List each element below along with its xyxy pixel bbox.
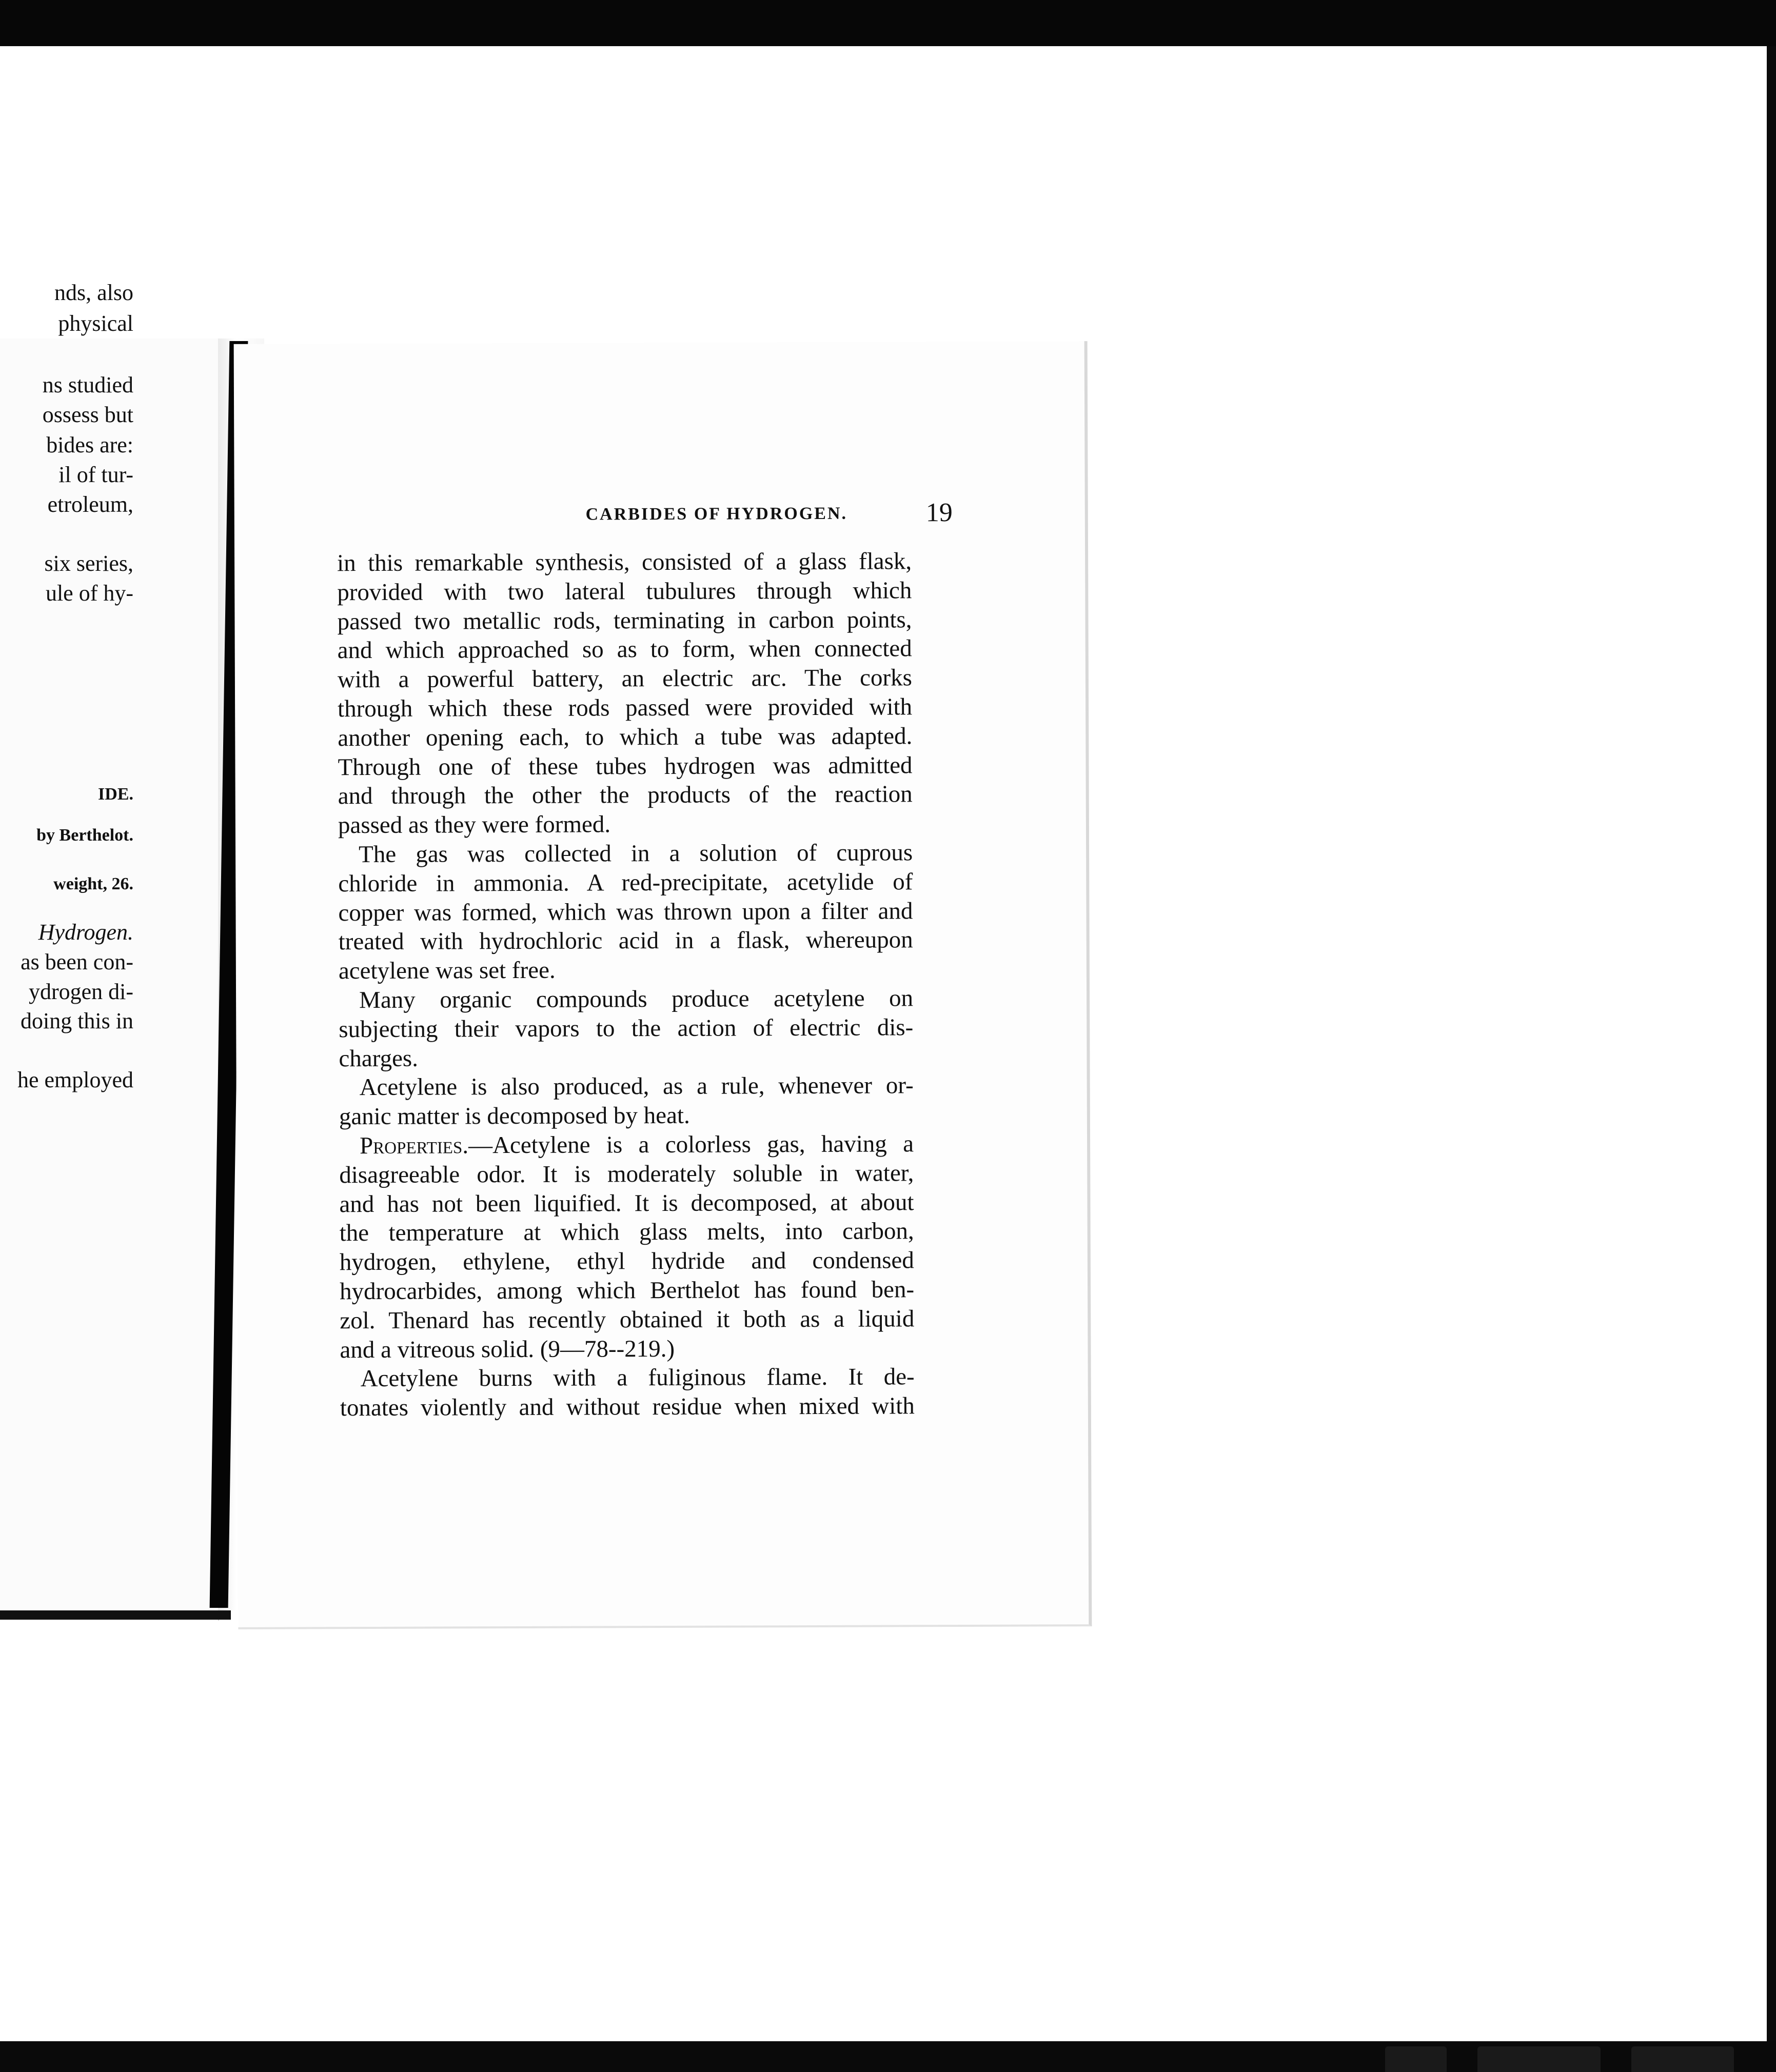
text-line [340, 1275, 914, 1306]
text-line [340, 1304, 914, 1336]
text-line [339, 1100, 914, 1131]
text-line-content: in this remarkable synthesis, consisted of a glass flask, [337, 548, 912, 577]
running-head: CARBIDES OF HYDROGEN. [585, 504, 848, 524]
facing-text-line: il of tur- [58, 462, 133, 487]
facing-text-line: ossess but [42, 402, 133, 427]
text-line-content: zol. Thenard has recently obtained it both as a liquid [340, 1305, 915, 1334]
facing-text-line: IDE. [98, 785, 133, 804]
facing-page-left [0, 280, 219, 1621]
text-line [339, 1042, 913, 1073]
text-line [340, 1217, 914, 1248]
text-line [338, 751, 912, 782]
page-number: 19 [925, 498, 953, 528]
text-line-content: with a powerful battery, an electric arc. The corks [337, 664, 913, 693]
scan-frame-top [0, 0, 1776, 46]
text-line-content: and which approached so as to form, when connected [337, 635, 912, 664]
text-line [340, 1246, 914, 1277]
text-line [339, 926, 913, 957]
text-line-content: —Acetylene is a colorless gas, having a [468, 1130, 914, 1159]
film-edge-mark [1477, 2046, 1601, 2072]
text-line [338, 896, 913, 928]
text-line-content: the temperature at which glass melts, into carbon, [339, 1218, 914, 1247]
text-line-content: another opening each, to which a tube was adapted. [338, 723, 913, 751]
text-line [339, 1188, 914, 1219]
scan-frame-right [1767, 46, 1776, 2072]
text-line [339, 984, 913, 1015]
text-line-content: subjecting their vapors to the action of electric dis- [339, 1014, 914, 1043]
text-line-content: The gas was collected in a solution of cuprous [359, 839, 913, 868]
text-line-content: Many organic compounds produce acetylene on [359, 985, 914, 1014]
section-lead: Properties. [359, 1132, 469, 1160]
text-line [339, 954, 913, 986]
facing-text-line: doing this in [20, 1008, 133, 1033]
text-line [337, 547, 912, 578]
body-text [337, 547, 915, 1423]
text-line [338, 634, 912, 666]
text-line-content: through which these rods passed were provided with [338, 693, 913, 723]
text-line-content: Acetylene is also produced, as a rule, whenever or- [359, 1072, 914, 1101]
text-line-content: Through one of these tubes hydrogen was admitted [338, 751, 913, 781]
text-line [339, 1159, 914, 1190]
text-line [340, 1391, 915, 1423]
page-shadow [0, 1610, 231, 1620]
text-line-content: charges. [339, 1045, 419, 1072]
facing-text-line: physical [58, 311, 133, 336]
text-line-content: copper was formed, which was thrown upon a filter and [338, 897, 913, 926]
text-line [338, 780, 913, 811]
facing-page-text [0, 280, 218, 1621]
text-line [337, 576, 912, 607]
text-line [340, 1363, 915, 1394]
facing-text-line: six series, [44, 551, 133, 576]
film-edge-mark [1631, 2046, 1734, 2072]
facing-text-line: bides are: [46, 432, 133, 457]
text-line-content: ganic matter is decomposed by heat. [339, 1102, 690, 1130]
book-page [234, 341, 1092, 1629]
text-line [338, 867, 913, 899]
facing-text-line: as been con- [21, 949, 133, 974]
text-line [338, 722, 912, 753]
text-line-content: Acetylene burns with a fuliginous flame. It de- [360, 1363, 915, 1392]
text-line-content: provided with two lateral tubulures through which [337, 577, 912, 606]
text-line-content: chloride in ammonia. A red-precipitate, acetylide of [338, 868, 913, 897]
facing-text-line: Hydrogen. [38, 920, 133, 945]
text-line [338, 663, 912, 694]
text-line-content: hydrocarbides, among which Berthelot has found ben- [339, 1276, 915, 1305]
facing-text-line: ydrogen di- [28, 979, 133, 1004]
facing-text-line: he employed [17, 1067, 133, 1092]
text-line [339, 1013, 913, 1044]
facing-text-line: ule of hy- [45, 581, 133, 606]
film-edge-mark [1385, 2046, 1447, 2072]
facing-text-line: weight, 26. [53, 874, 133, 893]
text-line-content: and a vitreous solid. (9—78--219.) [340, 1335, 675, 1363]
text-line [340, 1333, 914, 1365]
facing-text-line: nds, also [54, 280, 133, 305]
text-line-content: hydrogen, ethylene, ethyl hydride and condensed [339, 1247, 914, 1276]
text-line-content: tonates violently and without residue when mixed with [340, 1392, 915, 1422]
text-line [338, 809, 913, 840]
text-line-content: disagreeable odor. It is moderately soluble in water, [339, 1160, 914, 1188]
text-line [337, 605, 912, 636]
text-line-content: acetylene was set free. [338, 957, 556, 985]
facing-text-line: etroleum, [47, 492, 133, 517]
text-line-content: passed two metallic rods, terminating in carbon points, [337, 606, 912, 635]
text-line-content: treated with hydrochloric acid in a flask, whereupon [338, 926, 913, 955]
text-line [339, 1071, 914, 1103]
text-line [339, 1129, 914, 1161]
text-line [338, 692, 912, 724]
facing-text-line: ns studied [42, 372, 133, 397]
text-line-content: passed as they were formed. [338, 811, 611, 839]
text-line-content: and has not been liquified. It is decomposed, at about [339, 1188, 914, 1218]
facing-text-line: by Berthelot. [36, 826, 133, 845]
text-line [338, 838, 913, 869]
text-line-content: and through the other the products of the reaction [338, 781, 913, 810]
